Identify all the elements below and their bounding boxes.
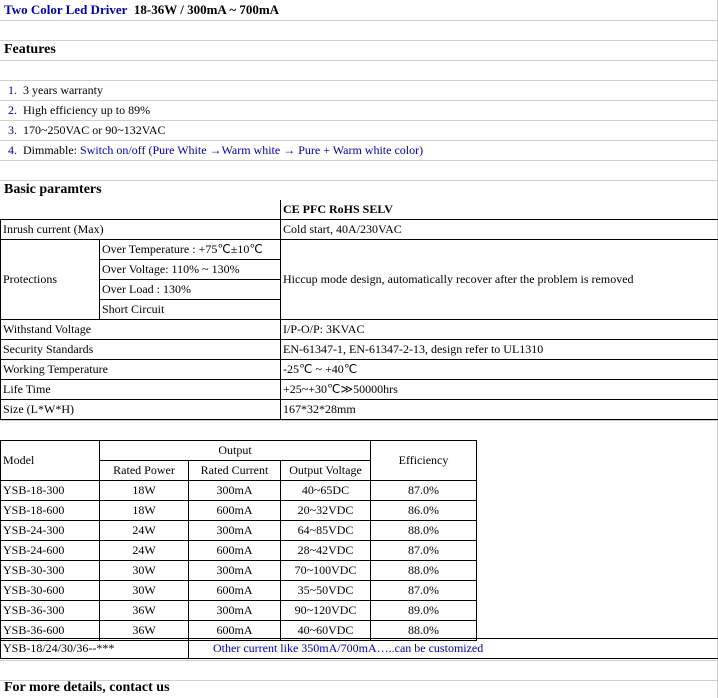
feature-number: 4. [8, 143, 17, 157]
param-value: Cold start, 40A/230VAC [281, 220, 718, 240]
table-row [1, 340, 718, 360]
param-value: I/P-O/P: 3KVAC [281, 320, 718, 340]
feature-item [8, 120, 166, 140]
table-row [1, 501, 477, 521]
power-cell: 24W [100, 541, 189, 561]
col-header-power: Rated Power [100, 461, 189, 481]
table-row [1, 601, 477, 621]
certifications: CE PFC RoHS SELV [281, 200, 718, 220]
param-label: Protections [1, 240, 100, 320]
param-value: -25℃ ~ +40℃ [281, 360, 718, 380]
model-cell: YSB-36-300 [1, 601, 100, 621]
param-value: 167*32*28mm [281, 400, 718, 420]
efficiency-cell: 88.0% [371, 521, 477, 541]
power-cell: 18W [100, 501, 189, 521]
feature-number: 3. [8, 123, 17, 137]
voltage-cell: 20~32VDC [281, 501, 371, 521]
dimmable-mode-text: Switch on/off (Pure White →Warm white → Pure + Warm white color) [80, 143, 424, 157]
table-row [1, 200, 718, 220]
current-cell: 300mA [189, 561, 281, 581]
power-cell: 18W [100, 481, 189, 501]
power-cell: 30W [100, 581, 189, 601]
current-cell: 300mA [189, 481, 281, 501]
col-header-current: Rated Current [189, 461, 281, 481]
table-row [1, 639, 718, 659]
param-label: Size (L*W*H) [1, 400, 281, 420]
voltage-cell: 35~50VDC [281, 581, 371, 601]
feature-text: Dimmable: [23, 143, 77, 157]
efficiency-cell: 87.0% [371, 581, 477, 601]
param-label: Working Temperature [1, 360, 281, 380]
table-row [1, 220, 718, 240]
gridline [0, 60, 718, 61]
param-value: Hiccup mode design, automatically recover after the problem is removed [281, 240, 718, 320]
table-row [1, 240, 718, 260]
current-cell: 300mA [189, 521, 281, 541]
feature-number: 2. [8, 103, 17, 117]
table-row [1, 380, 718, 400]
gridline [0, 660, 718, 661]
efficiency-cell: 88.0% [371, 561, 477, 581]
feature-text: 3 years warranty [23, 83, 103, 97]
power-cell: 30W [100, 561, 189, 581]
model-cell: YSB-24-300 [1, 521, 100, 541]
voltage-cell: 64~85VDC [281, 521, 371, 541]
voltage-cell: 40~60VDC [281, 621, 371, 641]
current-cell: 600mA [189, 541, 281, 561]
current-cell: 600mA [189, 621, 281, 641]
table-row [1, 581, 477, 601]
feature-item [8, 140, 423, 160]
power-cell: 36W [100, 621, 189, 641]
model-cell: YSB-18-600 [1, 501, 100, 521]
col-header-output: Output [100, 441, 371, 461]
table-cell [1, 200, 281, 220]
param-label: Security Standards [1, 340, 281, 360]
model-cell: YSB-30-300 [1, 561, 100, 581]
params-table [0, 200, 718, 420]
param-value: +25~+30℃≫50000hrs [281, 380, 718, 400]
current-cell: 600mA [189, 581, 281, 601]
gridline [0, 40, 718, 41]
voltage-cell: 90~120VDC [281, 601, 371, 621]
table-row [1, 481, 477, 501]
col-header-efficiency: Efficiency [371, 441, 477, 481]
custom-row-table [0, 638, 718, 659]
voltage-cell: 28~42VDC [281, 541, 371, 561]
model-cell: YSB-24-600 [1, 541, 100, 561]
col-header-voltage: Output Voltage [281, 461, 371, 481]
table-row [1, 400, 718, 420]
voltage-cell: 70~100VDC [281, 561, 371, 581]
power-cell: 24W [100, 521, 189, 541]
gridline [0, 180, 718, 181]
product-range: 18-36W / 300mA ~ 700mA [133, 2, 280, 17]
col-header-model: Model [1, 441, 100, 481]
table-row [1, 441, 477, 461]
page-title [4, 0, 279, 20]
feature-item [8, 80, 103, 100]
table-row [1, 320, 718, 340]
efficiency-cell: 86.0% [371, 501, 477, 521]
efficiency-cell: 89.0% [371, 601, 477, 621]
param-label: Withstand Voltage [1, 320, 281, 340]
custom-model-cell: YSB-18/24/30/36--*** [1, 639, 189, 659]
gridline [0, 160, 718, 161]
table-row [1, 521, 477, 541]
gridline [0, 80, 718, 81]
custom-note-cell: Other current like 350mA/700mA…..can be customized [189, 639, 718, 659]
feature-number: 1. [8, 83, 17, 97]
param-label: Life Time [1, 380, 281, 400]
feature-text: 170~250VAC or 90~132VAC [23, 123, 166, 137]
efficiency-cell: 87.0% [371, 541, 477, 561]
protection-item: Over Voltage: 110% ~ 130% [100, 260, 281, 280]
table-row [1, 561, 477, 581]
voltage-cell: 40~65DC [281, 481, 371, 501]
model-cell: YSB-18-300 [1, 481, 100, 501]
table-row [1, 360, 718, 380]
efficiency-cell: 88.0% [371, 621, 477, 641]
param-label: Inrush current (Max) [1, 220, 281, 240]
param-value: EN-61347-1, EN-61347-2-13, design refer to UL1310 [281, 340, 718, 360]
protection-item: Over Temperature : +75℃±10℃ [100, 240, 281, 260]
feature-text: High efficiency up to 89% [23, 103, 151, 117]
current-cell: 300mA [189, 601, 281, 621]
current-cell: 600mA [189, 501, 281, 521]
features-heading: Features [4, 42, 56, 57]
model-cell: YSB-30-600 [1, 581, 100, 601]
efficiency-cell: 87.0% [371, 481, 477, 501]
gridline [0, 20, 718, 21]
models-table [0, 440, 477, 641]
protection-item: Over Load : 130% [100, 280, 281, 300]
product-title: Two Color Led Driver [4, 2, 128, 17]
power-cell: 36W [100, 601, 189, 621]
protection-item: Short Circuit [100, 300, 281, 320]
gridline [0, 420, 718, 421]
table-row [1, 541, 477, 561]
model-cell: YSB-36-600 [1, 621, 100, 641]
contact-heading: For more details, contact us [4, 680, 170, 695]
feature-item [8, 100, 150, 120]
params-heading: Basic paramters [4, 182, 102, 197]
